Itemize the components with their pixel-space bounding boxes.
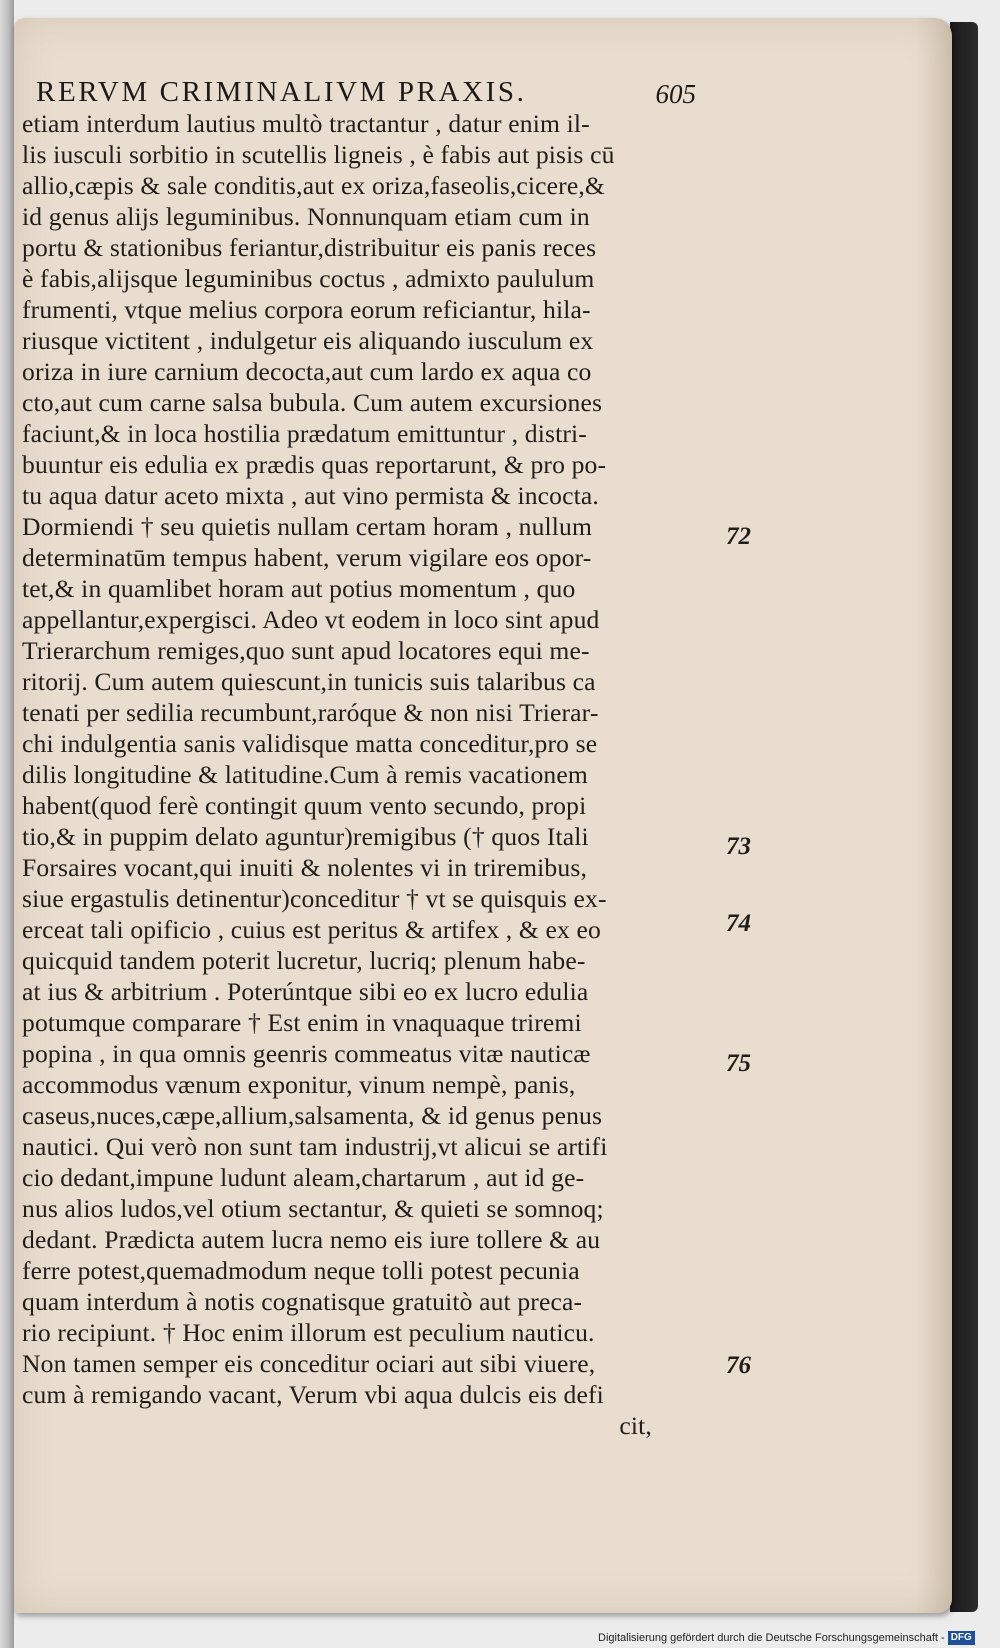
marginal-number: 76 [726,1352,751,1379]
text-line: tet,& in quamlibet horam aut potius momentum , quo [22,574,576,603]
text-line: nus alios ludos,vel otium sectantur, & quieti se somnoq; [22,1194,604,1223]
text-line: lis iusculi sorbitio in scutellis ligneis , è fabis aut pisis cū [22,140,615,169]
marginal-number: 72 [726,523,751,550]
dfg-logo: DFG [948,1631,975,1645]
text-line: dilis longitudine & latitudine.Cum à remis vacationem [22,760,588,789]
text-line: è fabis,alijsque leguminibus coctus , admixto paululum [22,264,595,293]
text-line: erceat tali opificio , cuius est peritus & artifex , & ex eo [22,915,601,944]
text-line: tenati per sedilia recumbunt,raróque & non nisi Trierar- [22,698,599,727]
text-line: rio recipiunt. † Hoc enim illorum est peculium nauticu. [22,1318,595,1347]
text-line: dedant. Prædicta autem lucra nemo eis iure tollere & au [22,1225,601,1254]
marginal-number: 73 [726,833,751,860]
text-line: popina , in qua omnis geenris commeatus vitæ nauticæ [22,1039,591,1068]
text-line: buuntur eis edulia ex prædis quas reportarunt, & pro po- [22,450,607,479]
text-line: oriza in iure carnium decocta,aut cum lardo ex aqua co [22,357,592,386]
text-line: accommodus vænum exponitur, vinum nempè, panis, [22,1070,576,1099]
text-line: potumque comparare † Est enim in vnaquaque triremi [22,1008,582,1037]
text-line: determinatūm tempus habent, verum vigilare eos opor- [22,543,592,572]
text-line: siue ergastulis detinentur)conceditur † vt se quisquis ex- [22,884,607,913]
marginal-number: 75 [726,1050,751,1077]
text-line: id genus alijs leguminibus. Nonnunquam etiam cum in [22,202,590,231]
text-line: habent(quod ferè contingit quum vento secundo, propi [22,791,587,820]
text-line: ritorij. Cum autem quiescunt,in tunicis suis talaribus ca [22,667,596,696]
text-line: Non tamen semper eis conceditur ociari aut sibi viuere, [22,1349,596,1378]
digitization-credit [598,1630,988,1646]
text-line: cum à remigando vacant, Verum vbi aqua dulcis eis defi [22,1380,604,1409]
running-head-title: RERVM CRIMINALIVM PRAXIS. [36,76,527,108]
text-line: caseus,nuces,cæpe,allium,salsamenta, & id genus penus [22,1101,603,1130]
text-line: frumenti, vtque melius corpora eorum reficiantur, hila- [22,295,591,324]
text-line: ferre potest,quemadmodum neque tolli potest pecunia [22,1256,580,1285]
text-line: quicquid tandem poterit lucretur, lucriq; plenum habe- [22,946,586,975]
text-line: allio,cæpis & sale conditis,aut ex oriza,faseolis,cicere,& [22,171,605,200]
text-line: Trierarchum remiges,quo sunt apud locatores equi me- [22,636,590,665]
text-line: at ius & arbitrium . Poterúntque sibi eo ex lucro edulia [22,977,589,1006]
text-line: cio dedant,impune ludunt aleam,chartarum , aut id ge- [22,1163,585,1192]
text-line: cto,aut cum carne salsa bubula. Cum autem excursiones [22,388,603,417]
text-line: appellantur,expergisci. Adeo vt eodem in loco sint apud [22,605,600,634]
text-line: quam interdum à notis cognatisque gratuitò aut preca- [22,1287,583,1316]
text-line: chi indulgentia sanis validisque matta conceditur,pro se [22,729,598,758]
text-line: Dormiendi † seu quietis nullam certam horam , nullum [22,512,593,541]
catchword-line: cit, [619,1411,652,1440]
marginal-number: 74 [726,910,751,937]
text-line: tio,& in puppim delato aguntur)remigibus († quos Itali [22,822,589,851]
text-line: faciunt,& in loca hostilia prædatum emittuntur , distri- [22,419,587,448]
binding-edge [0,0,14,1648]
text-line: riusque victitent , indulgetur eis aliquando iusculum ex [22,326,594,355]
text-line: tu aqua datur aceto mixta , aut vino permista & incocta. [22,481,599,510]
body-text [22,108,692,1441]
text-line: portu & stationibus feriantur,distribuitur eis panis reces [22,233,597,262]
page-edge-shadow [950,22,978,1612]
page-number: 605 [655,79,696,109]
credit-text: Digitalisierung gefördert durch die Deutsche Forschungsgemeinschaft - [598,1632,945,1644]
text-line: Forsaires vocant,qui inuiti & nolentes vi in triremibus, [22,853,587,882]
text-line: etiam interdum lautius multò tractantur , datur enim il- [22,109,590,138]
text-line: nautici. Qui verò non sunt tam industrij,vt alicui se artifi [22,1132,608,1161]
